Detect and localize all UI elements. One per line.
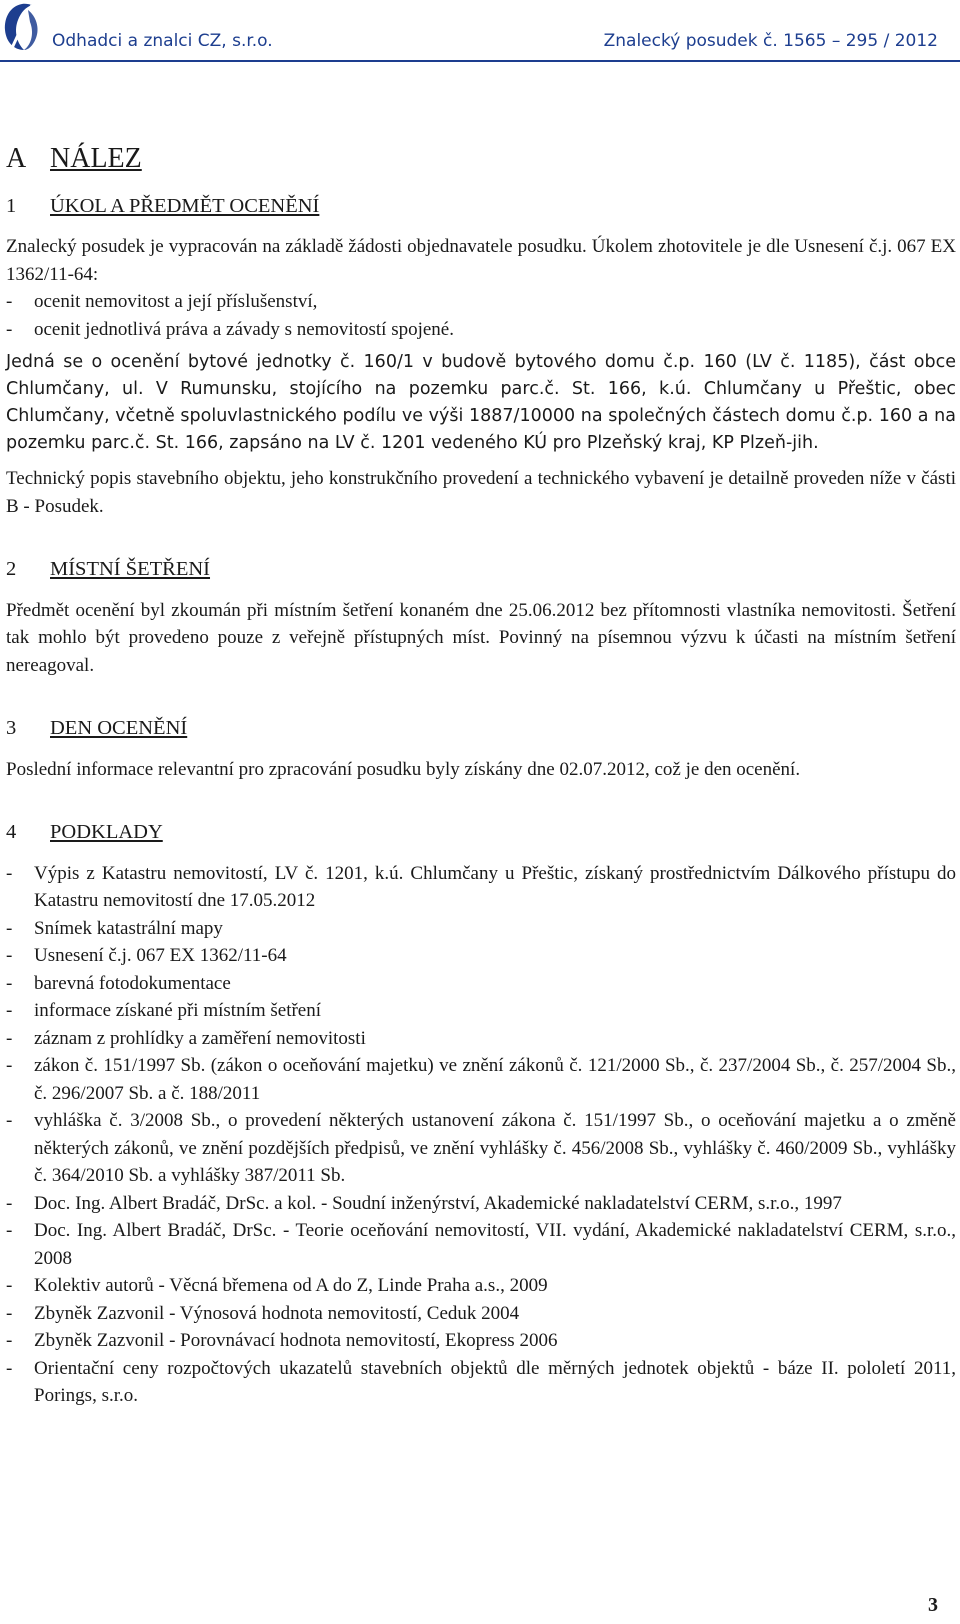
list-item: - Doc. Ing. Albert Bradáč, DrSc. a kol. - Soudní inženýrství, Akademické nakladatelství CERM, s.r.o., 1997 bbox=[6, 1190, 956, 1218]
part-title: NÁLEZ bbox=[50, 143, 142, 174]
list-item: - Zbyněk Zazvonil - Výnosová hodnota nemovitostí, Ceduk 2004 bbox=[6, 1300, 956, 1328]
list-item: - záznam z prohlídky a zaměření nemovitosti bbox=[6, 1025, 956, 1053]
list-item: - Orientační ceny rozpočtových ukazatelů stavebních objektů dle měrných jednotek objektů - báze II. pololetí 2011, Porings, s.r.o. bbox=[6, 1355, 956, 1410]
document-body bbox=[6, 145, 956, 1410]
header-company-name: Odhadci a znalci CZ, s.r.o. bbox=[52, 31, 273, 51]
section-title: DEN OCENĚNÍ bbox=[50, 717, 188, 739]
section-title: ÚKOL A PŘEDMĚT OCENĚNÍ bbox=[50, 194, 320, 217]
list-item: - Snímek katastrální mapy bbox=[6, 915, 956, 943]
section-2-heading bbox=[6, 556, 956, 584]
list-item: - informace získané při místním šetření bbox=[6, 997, 956, 1025]
list-item: - barevná fotodokumentace bbox=[6, 970, 956, 998]
section-1-paragraph: Jedná se o ocenění bytové jednotky č. 160/1 v budově bytového domu č.p. 160 (LV č. 1185), část obce Chlumčany, ul. V Rumunsku, stojícího na pozemku parc.č. St. 166, k.ú. Chlumčany u Přeštic, obec Chlumčany, včetně spoluvlastnického podílu ve výši 1887/10000 na společných částech domu č.p. 160 a na pozemku parc.č. St. 166, zapsáno na LV č. 1201 vedeného KÚ pro Plzeňský kraj, KP Plzeň-jih. bbox=[6, 352, 956, 453]
section-2-text: Předmět ocenění byl zkoumán při místním šetření konaném dne 25.06.2012 bez přítomnosti vlastníka nemovitosti. Šetření tak mohlo být provedeno pouze z veřejně přístupných míst. Povinný na písemnou výzvu k účasti na místním šetření nereagoval. bbox=[6, 599, 956, 676]
list-item: - Doc. Ing. Albert Bradáč, DrSc. - Teorie oceňování nemovitostí, VII. vydání, Akademické nakladatelství CERM, s.r.o., 2008 bbox=[6, 1217, 956, 1272]
part-letter: A bbox=[6, 143, 27, 174]
list-item: - Výpis z Katastru nemovitostí, LV č. 1201, k.ú. Chlumčany u Přeštic, získaný prostřednictvím Dálkového přístupu do Katastru nemovitostí dne 17.05.2012 bbox=[6, 860, 956, 915]
section-1-bullets bbox=[6, 288, 956, 343]
section-number: 2 bbox=[6, 558, 17, 580]
sources-list bbox=[6, 860, 956, 1410]
section-title: PODKLADY bbox=[50, 821, 163, 843]
list-item: - zákon č. 151/1997 Sb. (zákon o oceňování majetku) ve znění zákonů č. 121/2000 Sb., č. 237/2004 Sb., č. 257/2004 Sb., č. 296/2007 Sb. a č. 188/2011 bbox=[6, 1052, 956, 1107]
section-number: 3 bbox=[6, 717, 17, 739]
list-item: - ocenit nemovitost a její příslušenství, bbox=[6, 288, 956, 316]
section-3-heading bbox=[6, 715, 956, 743]
list-item: - Kolektiv autorů - Věcná břemena od A do Z, Linde Praha a.s., 2009 bbox=[6, 1272, 956, 1300]
page-header bbox=[0, 0, 960, 60]
section-4-heading bbox=[6, 819, 956, 847]
section-3-text: Poslední informace relevantní pro zpracování posudku byly získány dne 02.07.2012, což je den ocenění. bbox=[6, 758, 801, 780]
header-divider bbox=[0, 60, 960, 62]
section-title: MÍSTNÍ ŠETŘENÍ bbox=[50, 558, 211, 580]
section-1-heading bbox=[6, 193, 956, 221]
list-item: - ocenit jednotlivá práva a závady s nemovitostí spojené. bbox=[6, 316, 956, 344]
list-item: - Zbyněk Zazvonil - Porovnávací hodnota nemovitostí, Ekopress 2006 bbox=[6, 1327, 956, 1355]
header-report-number: Znalecký posudek č. 1565 – 295 / 2012 bbox=[603, 31, 938, 51]
section-1-intro: Znalecký posudek je vypracován na základě žádosti objednavatele posudku. Úkolem zhotovitele je dle Usnesení č.j. 067 EX 1362/11-64: bbox=[6, 236, 956, 285]
section-number: 4 bbox=[6, 821, 17, 843]
list-item: - vyhláška č. 3/2008 Sb., o provedení některých ustanovení zákona č. 151/1997 Sb., o oceňování majetku a o změně některých zákonů, ve znění pozdějších předpisů, ve znění vyhlášky č. 456/2008 Sb., vyhlášky č. 460/2009 Sb., vyhlášky č. 364/2010 Sb. a vyhlášky 387/2011 Sb. bbox=[6, 1107, 956, 1190]
part-heading bbox=[6, 145, 956, 173]
list-item: - Usnesení č.j. 067 EX 1362/11-64 bbox=[6, 942, 956, 970]
company-logo-icon bbox=[2, 2, 42, 52]
page-number: 3 bbox=[928, 1594, 938, 1616]
section-1-paragraph: Technický popis stavebního objektu, jeho konstrukčního provedení a technického vybavení je detailně proveden níže v části B - Posudek. bbox=[6, 468, 956, 517]
section-number: 1 bbox=[6, 194, 17, 217]
